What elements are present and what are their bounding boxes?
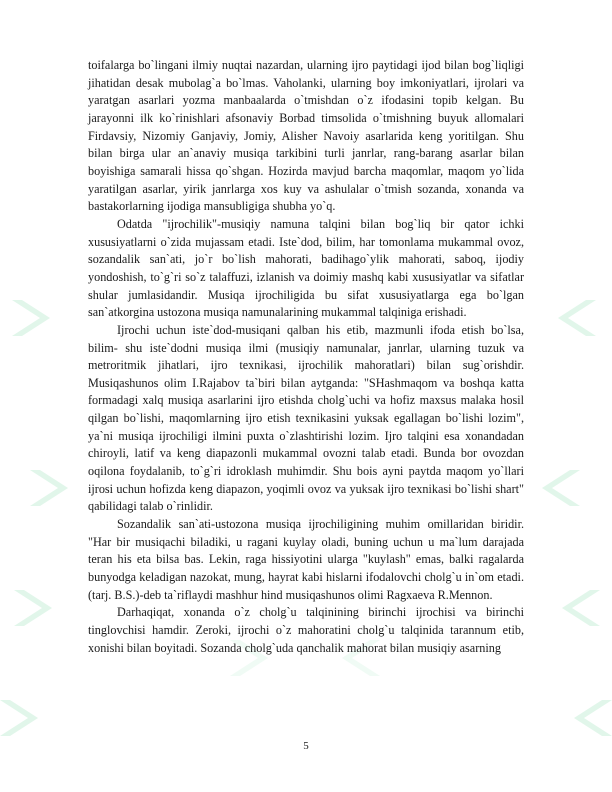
paragraph-3: Ijrochi uchun iste`dod-musiqani qalban his etib, mazmunli ifoda etish bo`lsa, bilim- shu iste`dodni musiqa ilmi (musiqiy namunalar, janrlar, ularning tuzuk va metroritmik jihatlari, ijro texnikasi, ijrochilik mahoratlari) bilan sug`orishdir. Musiqashunos olim I.Rajabov ta`biri bilan aytganda: "SHashmaqom va boshqa katta formadagi xalq musiqa asarlarini ijro etishda cholg`uchi va hofiz maxsus malaka hosil qilgan bo`lishi, maqomlarning ijro etish texnikasini yuksak egallagan bo`lishi lozim", ya`ni musiqa ijrochiligi ilmini puxta o`zlashtirishi lozim. Ijro talqini esa xonandadan chiroyli, latif va keng diapazonli mukammal ovozni talab etadi. Bunda bor ovozdan oqilona foydalanib, to`g`ri idroklash muhimdir. Shu bois ayni paytda maqom yo`llari ijrosi uchun hofizda keng diapazon, yoqimli ovoz va yuksak ijro texnikasi bo`lishi shart" qabilidagi talab o`rinlidir. (88, 322, 524, 514)
paragraph-2: Odatda "ijrochilik"-musiqiy namuna talqini bilan bog`liq bir qator ichki xususiyatlarni o`zida mujassam etadi. Iste`dod, bilim, har tomonlama mukammal ovoz, sozandalik san`ati, jo`r bo`lish mahorati, badihago`ylik mahorati, saboq, ijodiy yondoshish, to`g`ri so`z talaffuzi, izlanish va doimiy mashq kabi xususiyatlar va sifatlar shular jumlasidandir. Musiqa ijrochiligida bu sifat xususiyatlarga ega bo`lgan san`atkorgina ustozona musiqa namunalarining mukammal talqiniga erishadi. (88, 216, 524, 320)
paragraph-5: Darhaqiqat, xonanda o`z cholg`u talqinining birinchi ijrochisi va birinchi tinglovchisi hamdir. Zeroki, ijrochi o`z mahoratini cholg`u talqinida tarannum etib, xonishi bilan boyitadi. Sozanda cholg`uda qanchalik mahorat bilan musiqiy asarning (88, 605, 524, 655)
page-number: 5 (303, 740, 309, 752)
paragraph-4: Sozandalik san`ati-ustozona musiqa ijrochiligining muhim omillaridan biridir. "Har bir musiqachi biladiki, u ragani kuylay oladi, buning uchun u ma`lum darajada teran his eta bilsa bas. Lekin, raga hissiyotini ularga "kuylash" emas, balki ragalarda bunyodga keladigan nazokat, mung, hayrat kabi hislarni ifodalovchi cholg`u in`om etadi. (tarj. B.S.)-deb ta`riflaydi mashhur hind musiqashunos olimi Ragxaeva R.Mennon. (88, 517, 524, 602)
paragraph-1: toifalarga bo`lingani ilmiy nuqtai nazardan, ularning ijro paytidagi ijod bilan bog`liqligi jihatidan desak mubolag`a bo`lmas. Vaholanki, ularning boy imkoniyatlari, ijrolari va yaratgan asarlari yozma manbaalarda o`tmishdan o`z ifodasini topib kelgan. Bu jarayonni ilk ko`rinishlari afsonaviy Borbad timsolida o`tmishning buyuk allomalari Firdavsiy, Nizomiy Ganjaviy, Jomiy, Alisher Navoiy asarlarida keng yoritilgan. Shu bilan birga ular an`anaviy musiqa tarkibini turli janrlar, rang-barang asarlar bilan boyishiga samarali hissa qo`shgan. Hozirda mavjud barcha maqomlar, maqom yo`lida yaratilgan asarlar, yirik janrlarga xos kuy va ashulalar o`tmish sozanda, xonanda va bastakorlarning ijodiga mansubligiga shubha yo`q. (88, 58, 524, 214)
body-text (88, 57, 524, 657)
